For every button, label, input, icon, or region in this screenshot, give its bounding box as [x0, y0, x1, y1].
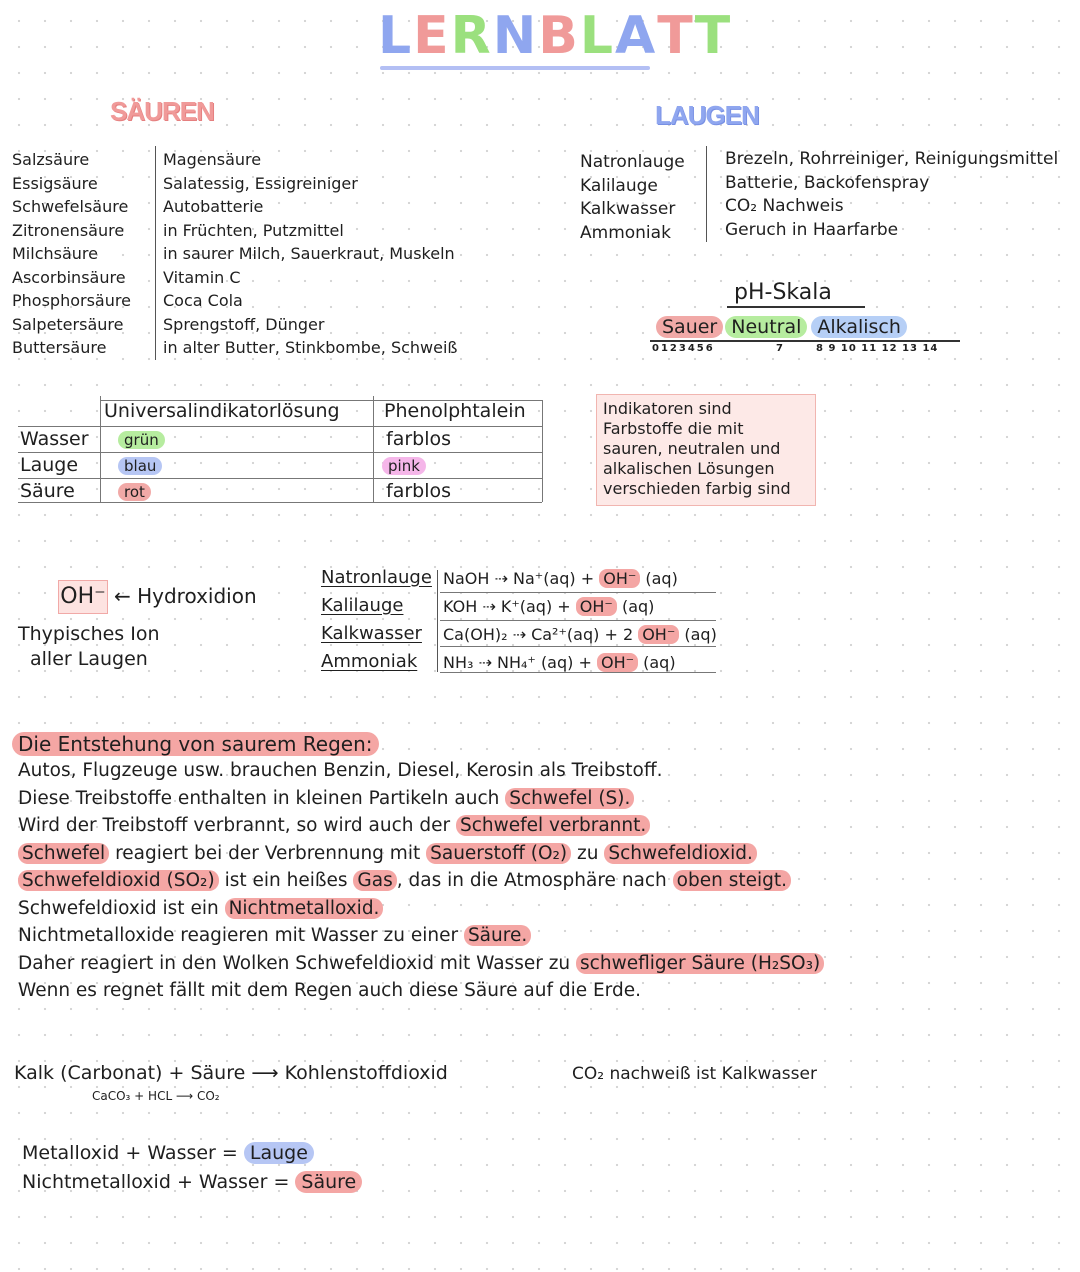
acid-use: Magensäure	[163, 150, 262, 169]
highlight: Schwefel (S).	[505, 788, 634, 809]
acid-use: in saurer Milch, Sauerkraut, Muskeln	[163, 244, 455, 263]
equation-row	[443, 651, 717, 679]
equation-text: NH₃ ⇢ NH₄⁺ (aq) +	[443, 653, 597, 672]
text-span: zu	[571, 842, 605, 864]
text-line: Wenn es regnet fällt mit dem Regen auch diese Säure auf die Erde.	[18, 980, 641, 1001]
metal-oxide-rule	[22, 1142, 314, 1164]
bases-divider	[706, 146, 707, 242]
row-name-lauge: Lauge	[20, 454, 79, 476]
ph-scale-labels	[656, 316, 907, 338]
note-line: Farbstoffe die mit	[603, 419, 744, 438]
title-letter: T	[657, 6, 695, 66]
acids-divider	[155, 146, 156, 360]
acid-rain-text	[18, 760, 824, 1008]
kalk-reaction: Kalk (Carbonat) + Säure ⟶ Kohlenstoffdioxid	[14, 1062, 448, 1084]
equation-text: (aq)	[679, 625, 717, 644]
highlight: schwefliger Säure (H₂SO₃)	[576, 953, 824, 974]
equation-row	[443, 567, 717, 595]
title-letter: A	[615, 6, 658, 66]
table-bottom-line	[18, 502, 542, 503]
bases-heading: LAUGEN	[655, 100, 759, 130]
acid-use: Sprengstoff, Dünger	[163, 314, 325, 334]
highlight: Sauerstoff (O₂)	[426, 843, 571, 864]
base-use: CO₂ Nachweis	[725, 196, 844, 216]
text-line: Autos, Flugzeuge usw. brauchen Benzin, Diesel, Kerosin als Treibstoff.	[18, 760, 663, 781]
text-span: reagiert bei der Verbrennung mit	[109, 842, 427, 864]
title-letter: E	[413, 6, 451, 66]
rule-text: Nichtmetalloxid + Wasser =	[22, 1171, 296, 1193]
equation-name: Ammoniak	[321, 651, 418, 672]
highlight: Schwefeldioxid.	[604, 843, 757, 864]
acid-name: Buttersäure	[12, 338, 107, 357]
acids-names-list	[12, 148, 131, 360]
highlight: oben steigt.	[673, 870, 791, 891]
equation-text: (aq)	[638, 653, 676, 672]
title-letter: R	[450, 6, 493, 66]
cell-phen-saeure: farblos	[386, 480, 452, 502]
acid-name: Zitronensäure	[12, 220, 125, 240]
text-line	[18, 898, 824, 926]
acid-use: Vitamin C	[163, 267, 241, 287]
equation-row-line	[440, 620, 716, 621]
note-line: verschieden farbig sind	[603, 479, 791, 498]
ph-numbers-alkaline: 8 9 10 11 12 13 14	[816, 343, 939, 354]
note-line: sauren, neutralen und	[603, 439, 781, 458]
acid-name: Ascorbinsäure	[12, 267, 126, 287]
saeure-highlight: Säure	[295, 1171, 362, 1193]
base-name: Kalkwasser	[580, 199, 676, 219]
lauge-highlight: Lauge	[244, 1142, 314, 1164]
text-span: Daher reagiert in den Wolken Schwefeldioxid mit Wasser zu	[18, 952, 577, 974]
oh-highlight: OH⁻	[599, 569, 640, 588]
note-line: alkalischen Lösungen	[603, 459, 775, 478]
text-line	[18, 843, 824, 871]
acid-name: Salpetersäure	[12, 314, 124, 334]
table-vline-3	[542, 400, 543, 502]
acid-use: Salatessig, Essigreiniger	[163, 173, 358, 193]
equation-text: Ca(OH)₂ ⇢ Ca²⁺(aq) + 2	[443, 625, 639, 644]
acid-name: Milchsäure	[12, 244, 98, 263]
highlight: Schwefel	[18, 843, 109, 864]
highlight: Säure.	[464, 925, 531, 946]
ph-label-neutral: Neutral	[725, 316, 807, 338]
oh-highlight: OH⁻	[597, 653, 638, 672]
page-title	[378, 6, 732, 66]
bases-uses-list	[725, 148, 1058, 242]
table-row-line-1	[18, 452, 542, 453]
indicator-note	[596, 394, 816, 506]
acid-use: in Früchten, Putzmittel	[163, 220, 344, 240]
title-letter: L	[579, 6, 616, 66]
indicator-table	[18, 396, 548, 506]
table-row-line-2	[18, 478, 542, 479]
base-use: Batterie, Backofenspray	[725, 172, 930, 193]
ph-number-neutral: 7	[776, 343, 783, 354]
text-span: Nichtmetalloxide reagieren mit Wasser zu einer	[18, 925, 464, 946]
acid-use: in alter Butter, Stinkbombe, Schweiß	[163, 338, 458, 357]
title-letter: N	[492, 6, 539, 66]
highlight: Nichtmetalloxid.	[225, 898, 384, 919]
acid-use: Autobatterie	[163, 197, 264, 216]
equation-list	[443, 567, 717, 679]
equation-row-line	[440, 672, 716, 673]
acid-rain-title: Die Entstehung von saurem Regen:	[12, 732, 379, 756]
text-line	[18, 953, 824, 981]
title-letter: L	[378, 6, 414, 66]
text-span: Diese Treibstoffe enthalten in kleinen Partikeln auch	[18, 787, 506, 809]
ph-numbers-acidic: 0123456	[652, 343, 715, 354]
acid-name: Phosphorsäure	[12, 291, 131, 310]
equation-row	[443, 595, 717, 623]
note-line: Indikatoren sind	[603, 399, 732, 418]
equation-row-line	[440, 646, 716, 647]
ph-title-underline	[727, 306, 865, 308]
base-use: Brezeln, Rohrreiniger, Reinigungsmittel	[725, 149, 1059, 169]
equation-text: (aq)	[640, 569, 678, 588]
text-line	[18, 815, 824, 843]
acid-name: Essigsäure	[12, 173, 98, 193]
indicator-col-universal: Universalindikatorlösung	[104, 400, 340, 422]
equation-row-line	[440, 592, 716, 593]
equation-text: NaOH ⇢ Na⁺(aq) +	[443, 569, 600, 588]
rule-text: Metalloxid + Wasser =	[22, 1142, 244, 1164]
acids-heading: SÄUREN	[110, 96, 214, 126]
hydroxide-ion-box: OH⁻	[58, 580, 108, 614]
highlight: Schwefel verbrannt.	[456, 815, 650, 836]
bases-names-list	[580, 151, 685, 245]
equation-names	[321, 567, 432, 679]
ph-label-sauer: Sauer	[656, 316, 723, 338]
text-line	[18, 925, 824, 953]
equation-name: Natronlauge	[321, 567, 432, 588]
hydroxide-label: ← Hydroxidion	[114, 584, 257, 608]
base-name: Kalilauge	[580, 175, 658, 196]
co2-note: CO₂ nachweiß ist Kalkwasser	[572, 1064, 817, 1084]
ph-scale-title: pH-Skala	[734, 280, 832, 305]
text-span: Wird der Treibstoff verbrannt, so wird auch der	[18, 815, 456, 836]
kalk-formula: CaCO₃ + HCL ⟶ CO₂	[92, 1089, 220, 1103]
text-span: ist ein heißes	[218, 870, 354, 891]
highlight: Gas	[353, 870, 396, 891]
text-line	[18, 788, 824, 816]
hydroxide-caption	[18, 622, 160, 672]
title-underline	[380, 66, 650, 70]
caption-line-1: Thypisches Ion	[18, 623, 160, 645]
title-letter: T	[694, 6, 733, 66]
indicator-col-phenol: Phenolphtalein	[384, 400, 526, 422]
acid-name: Salzsäure	[12, 150, 90, 169]
cell-uni-saeure: rot	[118, 483, 151, 501]
equation-text: KOH ⇢ K⁺(aq) +	[443, 597, 576, 616]
cell-phen-wasser: farblos	[386, 428, 452, 450]
oh-highlight: OH⁻	[638, 625, 679, 644]
table-vline-1	[100, 396, 101, 502]
acid-use: Coca Cola	[163, 291, 243, 310]
ph-scale-line	[650, 340, 960, 342]
oh-highlight: OH⁻	[576, 597, 617, 616]
ph-label-alkalisch: Alkalisch	[811, 316, 907, 338]
text-line	[18, 870, 824, 898]
row-name-wasser: Wasser	[20, 428, 89, 450]
base-use: Geruch in Haarfarbe	[725, 219, 899, 240]
equation-name: Kalilauge	[321, 595, 404, 616]
highlight: Schwefeldioxid (SO₂)	[18, 870, 219, 891]
cell-uni-lauge: blau	[118, 457, 162, 475]
text-span: , das in die Atmosphäre nach	[396, 870, 673, 891]
title-letter: B	[538, 6, 580, 66]
acids-uses-list	[163, 148, 458, 360]
cell-phen-lauge: pink	[382, 457, 426, 475]
row-name-saeure: Säure	[20, 480, 75, 502]
table-vline-2	[373, 396, 374, 502]
equation-text: (aq)	[616, 597, 655, 616]
text-span: Schwefeldioxid ist ein	[18, 897, 225, 919]
table-header-line	[18, 426, 542, 427]
base-name: Ammoniak	[580, 222, 671, 243]
equation-name: Kalkwasser	[321, 623, 422, 644]
caption-line-2: aller Laugen	[30, 648, 148, 670]
base-name: Natronlauge	[580, 152, 685, 172]
nonmetal-oxide-rule	[22, 1171, 362, 1193]
cell-uni-wasser: grün	[118, 431, 165, 449]
equation-divider	[437, 570, 438, 672]
acid-name: Schwefelsäure	[12, 197, 129, 216]
